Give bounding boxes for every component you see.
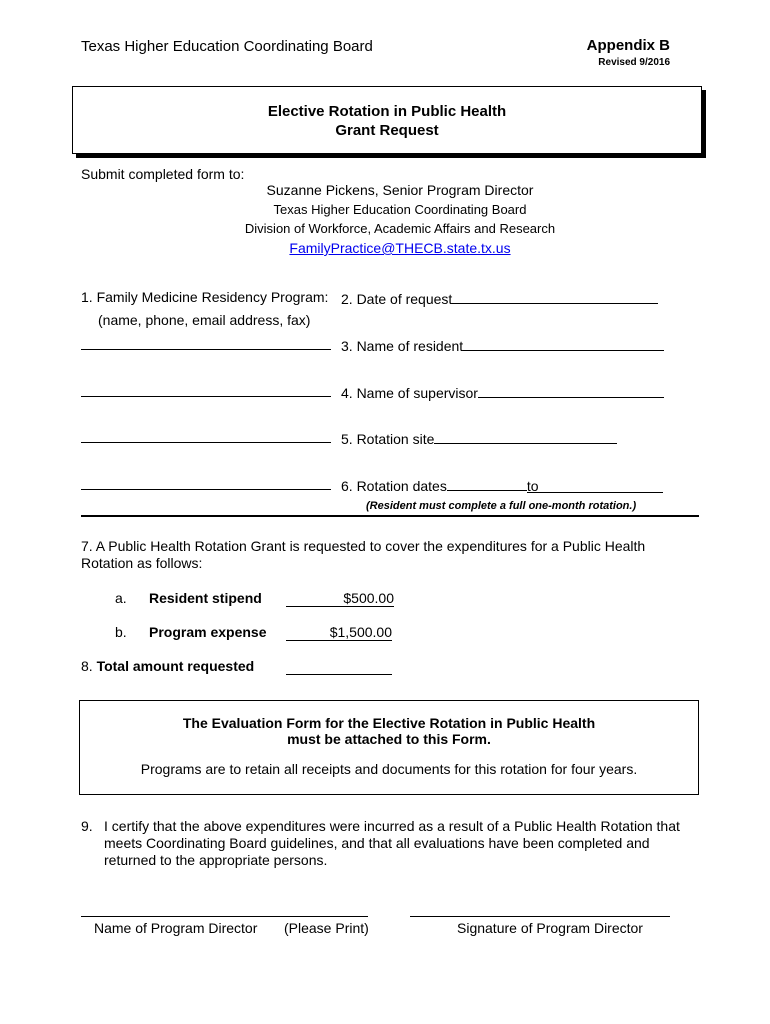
print-label: (Please Print) [284,920,369,936]
date-input[interactable] [452,289,658,304]
header-organization: Texas Higher Education Coordinating Board [81,38,373,55]
total-input[interactable] [286,674,392,675]
certify-number: 9. [81,818,93,834]
stipend-value[interactable]: $500.00 [286,590,394,607]
dates-field [341,476,663,494]
dates-from-input[interactable] [447,476,527,491]
expense-label: Program expense [149,624,267,640]
total-field [81,658,254,674]
revised-date: Revised 9/2016 [598,57,670,68]
program-line-2[interactable] [81,396,331,397]
recipient-name: Suzanne Pickens, Senior Program Director [266,182,534,198]
evaluation-box [79,700,699,795]
date-field [341,289,658,307]
grant-intro: 7. A Public Health Rotation Grant is requested to cover the expenditures for a Public Health Rotation as follows: [81,538,646,571]
title-box [72,86,702,154]
rotation-note: (Resident must complete a full one-month rotation.) [366,500,637,512]
program-line-4[interactable] [81,489,331,490]
stipend-marker: a. [115,590,127,606]
recipient-org: Texas Higher Education Coordinating Board [273,202,527,217]
evaluation-line-2: must be attached to this Form. [287,731,491,747]
resident-field [341,336,664,354]
signature-label: Signature of Program Director [457,920,643,936]
evaluation-line-1: The Evaluation Form for the Elective Rotation in Public Health [182,715,596,731]
evaluation-line-3: Programs are to retain all receipts and documents for this rotation for four years. [140,761,638,777]
recipient-division: Division of Workforce, Academic Affairs and Research [244,221,556,236]
program-director-name-line[interactable] [81,916,368,917]
program-director-signature-line[interactable] [410,916,670,917]
form-title: Elective Rotation in Public Health [267,103,507,120]
site-field [341,429,617,447]
site-label: 5. Rotation site [341,431,435,447]
total-prefix: 8. [81,658,93,674]
form-subtitle: Grant Request [335,122,439,139]
email-link[interactable]: FamilyPractice@THECB.state.tx.us [289,240,511,256]
expense-marker: b. [115,624,127,640]
expense-value[interactable]: $1,500.00 [286,624,392,641]
dates-label: 6. Rotation dates [341,478,447,494]
program-hint: (name, phone, email address, fax) [98,312,311,328]
submit-label: Submit completed form to: [81,166,245,182]
resident-label: 3. Name of resident [341,338,464,354]
appendix-label: Appendix B [586,37,670,54]
certify-text: I certify that the above expenditures were incurred as a result of a Public Health Rotation that meets Coordinating Board guidelines, and that all evaluations have been completed and returned to the appropriate persons. [104,818,680,868]
stipend-label: Resident stipend [149,590,262,606]
program-line-1[interactable] [81,349,331,350]
dates-to-label: to [526,478,539,494]
name-label: Name of Program Director [94,920,258,936]
supervisor-field [341,383,664,401]
section-divider [81,515,699,517]
date-label: 2. Date of request [341,291,453,307]
supervisor-input[interactable] [478,383,664,398]
supervisor-label: 4. Name of supervisor [341,385,478,401]
site-input[interactable] [434,429,617,444]
resident-input[interactable] [463,336,664,351]
total-label: Total amount requested [96,658,255,674]
program-label: 1. Family Medicine Residency Program: [81,289,329,305]
program-line-3[interactable] [81,442,331,443]
